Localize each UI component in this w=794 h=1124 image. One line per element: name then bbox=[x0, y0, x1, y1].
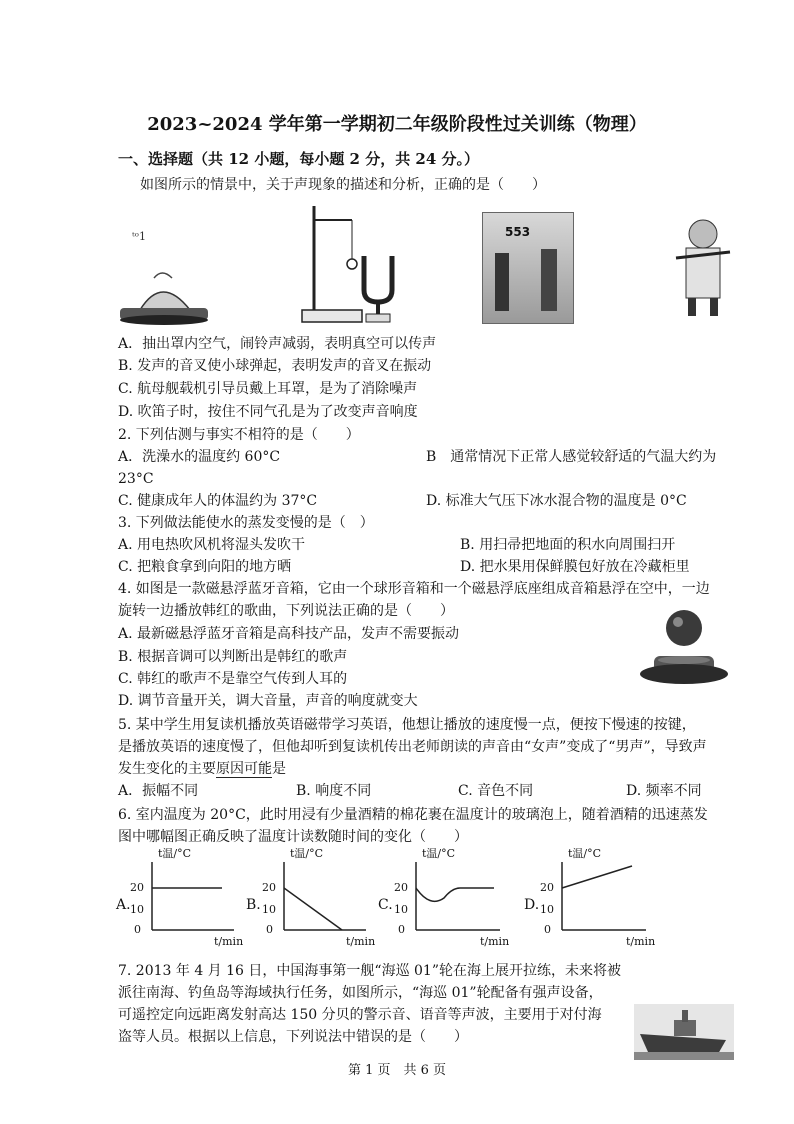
q2-option-c: C. 健康成年人的体温约为 37°C bbox=[118, 493, 318, 509]
graph-a-tick-0: 0 bbox=[134, 923, 141, 936]
q2-stem: 2. 下列估测与事实不相符的是（ ） bbox=[118, 427, 360, 443]
q5-stem-line3-end: 是 bbox=[272, 761, 286, 777]
q6-stem-line1: 6. 室内温度为 20°C，此时用浸有少量酒精的棉花裹在温度计的玻璃泡上，随着酒精的迅速蒸发 bbox=[118, 807, 708, 823]
photo-number: 553 bbox=[505, 225, 531, 239]
q5-option-c: C. 音色不同 bbox=[458, 783, 534, 799]
graph-c bbox=[394, 847, 510, 948]
q1-option-c: C. 航母舰载机引导员戴上耳罩，是为了消除噪声 bbox=[118, 381, 418, 397]
graph-d-label: D. bbox=[524, 897, 540, 913]
graph-d-tick-20: 20 bbox=[540, 881, 554, 894]
q4-option-c: C. 韩红的歌声不是靠空气传到人耳的 bbox=[118, 671, 348, 687]
graph-a-ylabel: t温/°C bbox=[158, 847, 192, 860]
graph-c-tick-10: 10 bbox=[394, 903, 408, 916]
graph-b-xlabel: t/min bbox=[346, 935, 376, 948]
graph-c-xlabel: t/min bbox=[480, 935, 510, 948]
q4-stem-line1: 4. 如图是一款磁悬浮蓝牙音箱，它由一个球形音箱和一个磁悬浮底座组成音箱悬浮在空中，一边 bbox=[118, 581, 710, 597]
q5-option-a: A．振幅不同 bbox=[118, 783, 199, 799]
q7-stem-line4: 盗等人员。根据以上信息，下列说法中错误的是（ ） bbox=[118, 1029, 468, 1045]
graph-b bbox=[262, 847, 376, 948]
q1-stem: 如图所示的情景中，关于声现象的描述和分析，正确的是（ ） bbox=[140, 177, 546, 193]
graph-b-tick-20: 20 bbox=[262, 881, 276, 894]
q5-stem-line3-start: 发生变化的主要 bbox=[118, 761, 216, 777]
graph-a-tick-20: 20 bbox=[130, 881, 144, 894]
graph-a-xlabel: t/min bbox=[214, 935, 244, 948]
q5-stem-line1: 5. 某中学生用复读机播放英语磁带学习英语，他想让播放的速度慢一点，便按下慢速的按键， bbox=[118, 717, 696, 733]
q5-underlined-phrase: 原因可能 bbox=[216, 761, 272, 777]
graph-c-ylabel: t温/°C bbox=[422, 847, 456, 860]
graph-d bbox=[540, 847, 656, 948]
q5-option-b: B. 响度不同 bbox=[296, 783, 372, 799]
q3-stem: 3. 下列做法能使水的蒸发变慢的是（ ） bbox=[118, 515, 374, 531]
q3-option-c: C. 把粮食拿到向阳的地方晒 bbox=[118, 559, 292, 575]
graph-b-tick-0: 0 bbox=[266, 923, 273, 936]
graph-b-ylabel: t温/°C bbox=[290, 847, 324, 860]
q4-option-a: A. 最新磁悬浮蓝牙音箱是高科技产品，发声不需要振动 bbox=[118, 626, 460, 642]
q4-option-d: D. 调节音量开关，调大音量，声音的响度就变大 bbox=[118, 693, 418, 709]
q6-stem-line2: 图中哪幅图正确反映了温度计读数随时间的变化（ ） bbox=[118, 829, 468, 845]
q2-option-b: B 通常情况下正常人感觉较舒适的气温大约为 bbox=[426, 449, 717, 465]
q1-option-b: B. 发声的音叉使小球弹起，表明发声的音叉在振动 bbox=[118, 358, 432, 374]
graph-c-tick-20: 20 bbox=[394, 881, 408, 894]
q3-option-d: D. 把水果用保鲜膜包好放在冷藏柜里 bbox=[460, 559, 690, 575]
q7-stem-line1: 7. 2013 年 4 月 16 日，中国海事第一舰“海巡 01”轮在海上展开拉练，未来将被 bbox=[118, 963, 621, 979]
section-heading: 一、选择题（共 12 小题，每小题 2 分，共 24 分。） bbox=[118, 150, 480, 168]
graph-d-tick-10: 10 bbox=[540, 903, 554, 916]
graph-b-tick-10: 10 bbox=[262, 903, 276, 916]
q1-option-a: A．抽出罩内空气，闹铃声减弱，表明真空可以传声 bbox=[118, 336, 437, 352]
flute-player-figure bbox=[668, 212, 738, 322]
q2-option-a: A．洗澡水的温度约 60°C bbox=[118, 449, 281, 465]
graph-a-tick-10: 10 bbox=[130, 903, 144, 916]
levitating-speaker-figure bbox=[636, 606, 732, 694]
q7-stem-line2: 派往南海、钓鱼岛等海域执行任务，如图所示，“海巡 01”轮配备有强声设备， bbox=[118, 985, 603, 1001]
q1-option-d: D. 吹笛子时，按住不同气孔是为了改变声音响度 bbox=[118, 404, 418, 420]
graph-d-xlabel: t/min bbox=[626, 935, 656, 948]
graph-d-ylabel: t温/°C bbox=[568, 847, 602, 860]
q4-option-b: B. 根据音调可以判断出是韩红的歌声 bbox=[118, 649, 348, 665]
svg-text:ᵗᵒ1: ᵗᵒ1 bbox=[132, 230, 146, 243]
q7-stem-line3: 可遥控定向远距离发射高达 150 分贝的警示音、语音等声波，主要用于对付海 bbox=[118, 1007, 602, 1023]
page-title: 2023~2024 学年第一学期初二年级阶段性过关训练（物理） bbox=[147, 114, 647, 135]
bell-jar-figure bbox=[112, 212, 212, 332]
ship-figure bbox=[634, 1004, 734, 1060]
graph-d-tick-0: 0 bbox=[544, 923, 551, 936]
graph-c-label: C. bbox=[378, 897, 393, 913]
q4-stem-line2: 旋转一边播放韩红的歌曲，下列说法正确的是（ ） bbox=[118, 603, 454, 619]
q2-option-b-continued: 23°C bbox=[118, 471, 154, 487]
q3-option-a: A. 用电热吹风机将湿头发吹干 bbox=[118, 537, 306, 553]
carrier-crew-photo bbox=[482, 212, 574, 324]
graph-c-tick-0: 0 bbox=[398, 923, 405, 936]
q5-stem-line2: 是播放英语的速度慢了，但他却听到复读机传出老师朗读的声音由“女声”变成了“男声”，导致声 bbox=[118, 739, 707, 755]
q3-option-b: B. 用扫帚把地面的积水向周围扫开 bbox=[460, 537, 676, 553]
tuning-fork-figure bbox=[292, 200, 422, 330]
page-footer: 第 1 页 共 6 页 bbox=[347, 1063, 447, 1078]
q5-option-d: D. 频率不同 bbox=[626, 783, 702, 799]
graph-a bbox=[130, 847, 244, 948]
q5-stem-line3 bbox=[118, 760, 286, 778]
graph-b-label: B. bbox=[246, 897, 261, 913]
q2-option-d: D. 标准大气压下冰水混合物的温度是 0°C bbox=[426, 493, 687, 509]
graph-a-label: A. bbox=[116, 897, 131, 913]
